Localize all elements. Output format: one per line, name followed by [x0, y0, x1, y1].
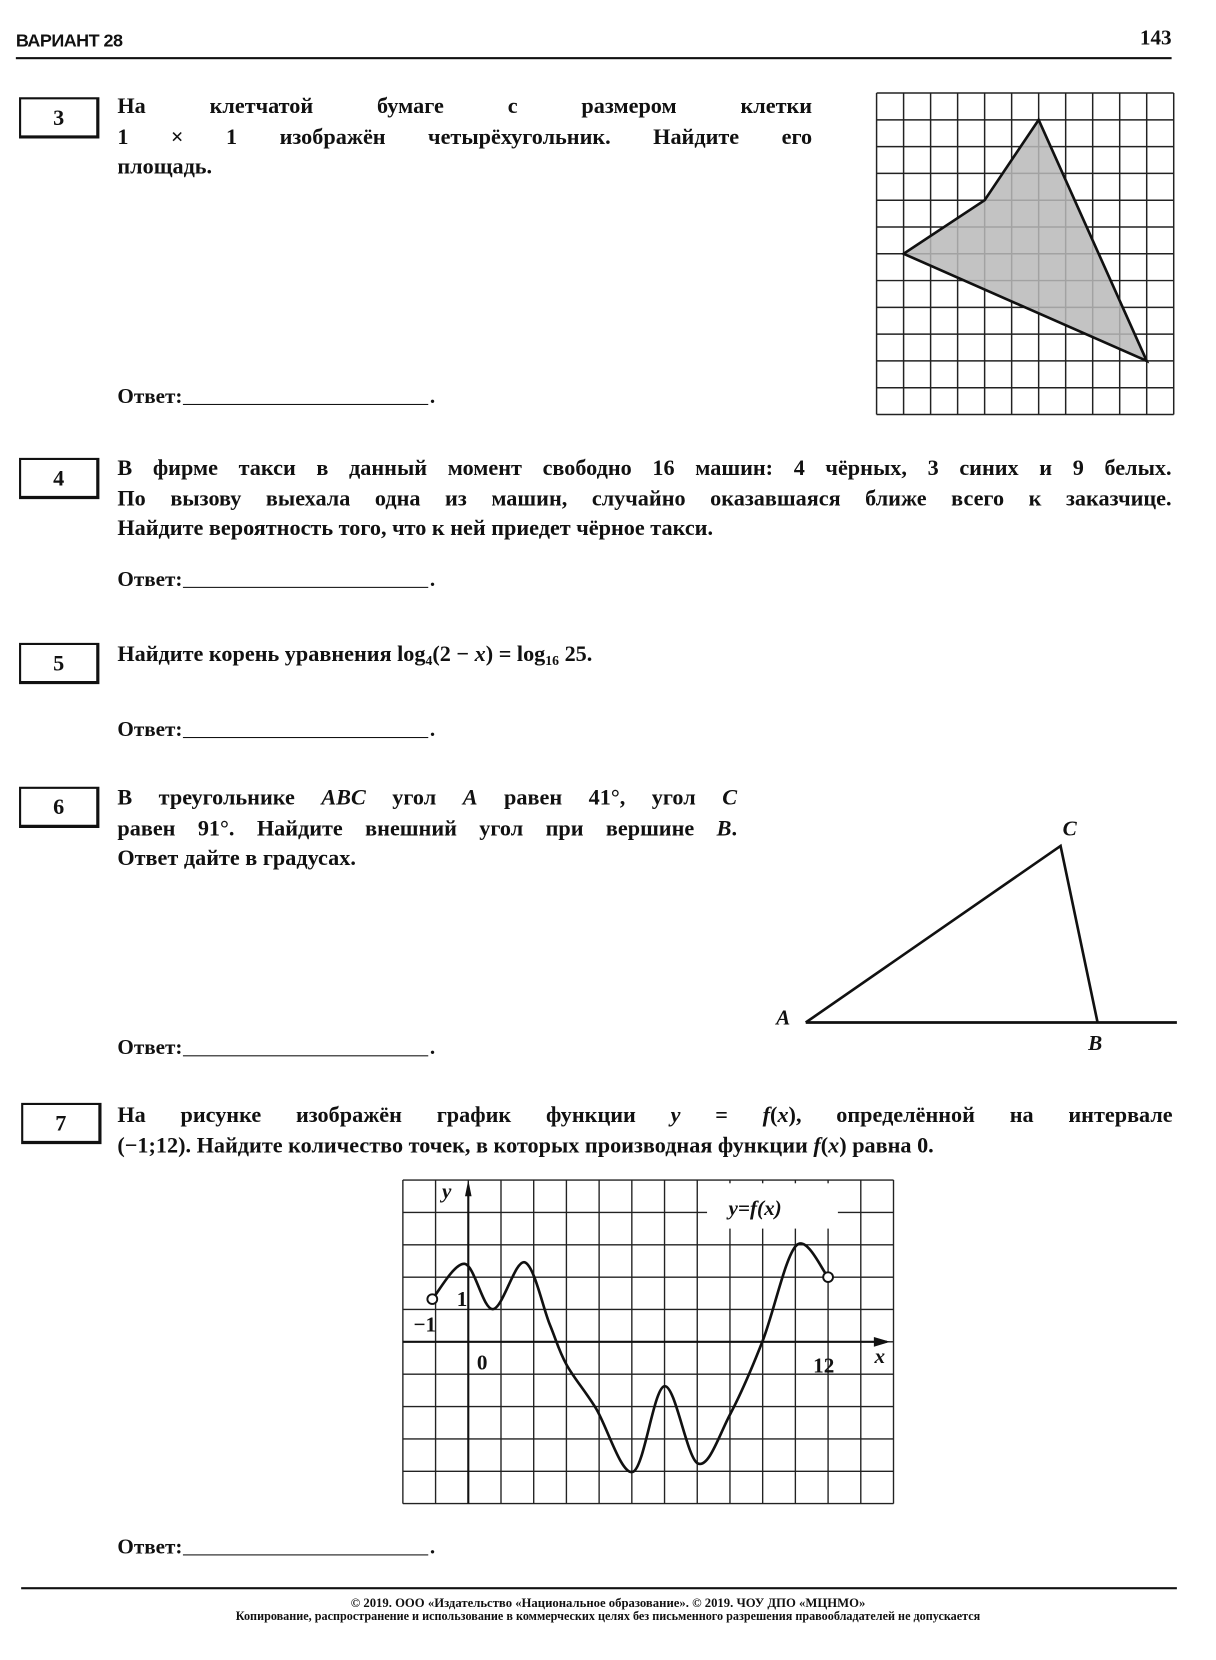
- answer-end: .: [429, 384, 436, 409]
- vertex-label-a: A: [776, 1006, 791, 1030]
- answer-label: Ответ:: [117, 384, 183, 409]
- text-segment: равен 91°. Найдите внешний угол при вершине: [117, 814, 717, 841]
- open-endpoint-left: [427, 1294, 437, 1304]
- y-axis-arrow-icon: [465, 1180, 472, 1196]
- vertex-label-c: C: [1062, 817, 1077, 841]
- text-segment: равен 41°, угол: [477, 784, 723, 810]
- text-segment: x: [777, 1101, 789, 1128]
- text-segment: На клетчатой бумаге с размером клетки: [117, 93, 813, 119]
- task-number-3: 3: [19, 97, 99, 138]
- text-segment: C: [722, 784, 738, 810]
- answer-blank[interactable]: [182, 1533, 427, 1555]
- text-segment: B: [716, 814, 732, 841]
- text-segment: =: [680, 1101, 763, 1128]
- text-segment: f: [813, 1131, 821, 1158]
- task-number-6: 6: [19, 787, 99, 828]
- answer-end: .: [429, 1535, 436, 1559]
- copyright-notice: Копирование, распространение и использование в коммерческих целях без письменного разрешения правообладателей не допускается: [235, 1610, 981, 1624]
- y-axis-label: y: [441, 1180, 452, 1204]
- answer-label: Ответ:: [117, 717, 183, 742]
- text-segment: A: [462, 784, 478, 810]
- text-segment: (−1;12). Найдите количество точек, в которых производная функции: [117, 1131, 814, 1158]
- answer-end: .: [429, 567, 436, 592]
- text-segment: Ответ дайте в градусах.: [117, 844, 356, 871]
- task-text-line: [117, 1130, 1172, 1160]
- vertex-label-b: B: [1088, 1032, 1103, 1056]
- text-segment: .: [731, 814, 738, 841]
- text-segment: 25.: [559, 640, 593, 667]
- function-label: y=f(x): [728, 1196, 782, 1221]
- text-segment: 1 × 1 изображён четырёхугольник. Найдите его: [117, 123, 813, 149]
- text-segment: ) равна 0.: [839, 1131, 934, 1158]
- variant-title: ВАРИАНТ 28: [15, 30, 123, 51]
- subscript: 16: [545, 652, 560, 669]
- copyright-line: © 2019. ООО «Издательство «Национальное образование». © 2019. ЧОУ ДПО «МЦНМО»: [350, 1595, 866, 1611]
- text-segment: Найдите вероятность того, что к ней приедет чёрное такси.: [117, 514, 714, 541]
- text-segment: x: [474, 640, 486, 667]
- triangle-abc: [806, 846, 1098, 1023]
- text-segment: (: [770, 1101, 778, 1128]
- text-segment: Найдите корень уравнения log: [117, 640, 426, 667]
- text-segment: площадь.: [117, 153, 213, 179]
- tick-label-0: 0: [476, 1351, 488, 1375]
- task-number-4: 4: [19, 458, 99, 499]
- open-endpoint-right: [823, 1272, 833, 1282]
- task-text-line: [117, 1100, 1172, 1130]
- text-segment: (: [820, 1131, 829, 1158]
- text-segment: ), определённой на интервале: [788, 1101, 1173, 1128]
- text-segment: В фирме такси в данный момент свободно 16 машин: 4 чёрных, 3 синих и 9 белых.: [117, 454, 1172, 481]
- function-graph: [403, 1180, 894, 1504]
- text-segment: По вызову выехала одна из машин, случайно оказавшаяся ближе всего к заказчице.: [117, 484, 1172, 511]
- footer-divider: [21, 1587, 1177, 1589]
- answer-end: .: [429, 1036, 436, 1060]
- task-7-text: [117, 1100, 1172, 1160]
- text-segment: ABC: [321, 784, 366, 810]
- answer-label: Ответ:: [117, 1036, 183, 1060]
- text-segment: угол: [365, 784, 463, 810]
- answer-field-7[interactable]: [117, 1533, 435, 1559]
- tick-label-12: 12: [813, 1354, 835, 1378]
- answer-label: Ответ:: [117, 567, 183, 592]
- text-segment: y: [670, 1101, 681, 1128]
- text-segment: x: [828, 1131, 840, 1158]
- task-number-7: 7: [21, 1103, 101, 1144]
- text-segment: В треугольнике: [117, 784, 322, 810]
- tick-label-1: 1: [456, 1287, 468, 1312]
- tick-label-minus-1: −1: [413, 1313, 437, 1337]
- x-axis-label: x: [874, 1345, 886, 1369]
- text-segment: (2 −: [432, 640, 475, 667]
- text-segment: ) = log: [485, 640, 546, 667]
- page-number: 143: [1139, 26, 1172, 50]
- text-segment: На рисунке изображён график функции: [117, 1101, 671, 1128]
- task-number-5: 5: [19, 643, 99, 684]
- answer-label: Ответ:: [117, 1535, 183, 1559]
- text-segment: f: [762, 1101, 771, 1128]
- answer-end: .: [429, 717, 436, 742]
- subscript: 4: [425, 652, 433, 669]
